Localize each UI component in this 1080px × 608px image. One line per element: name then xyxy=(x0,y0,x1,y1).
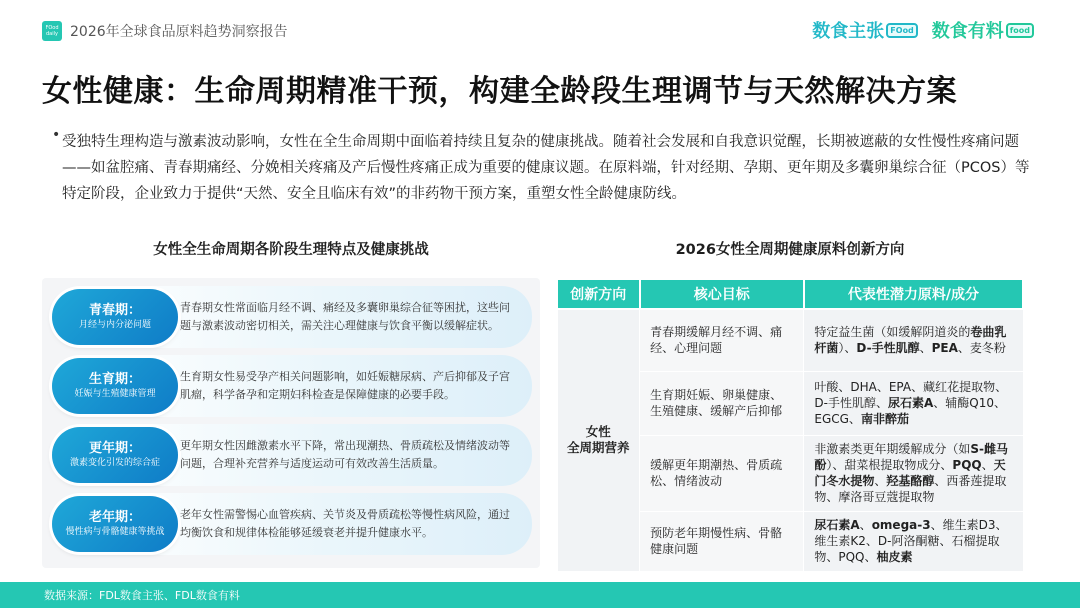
goal-cell: 缓解更年期潮热、骨质疏松、情绪波动 xyxy=(640,435,804,511)
ingredient-cell: 非激素类更年期缓解成分（如S-雌马酚）、甜菜根提取物成分、PQQ、天门冬水提物、羟基酪醇、西番莲提取物、摩洛哥豆蔻提取物 xyxy=(804,435,1023,511)
stage-subtitle: 慢性病与骨骼健康等挑战 xyxy=(65,527,165,537)
logo-shushi-zhuzhang xyxy=(812,17,918,43)
goal-cell: 生育期妊娠、卵巢健康、生殖健康、缓解产后抑郁 xyxy=(640,371,804,435)
stage-reproductive xyxy=(52,355,532,417)
logo-shushi-youliao xyxy=(932,17,1034,43)
stage-elderly xyxy=(52,493,532,555)
table-row xyxy=(557,309,1023,371)
stage-name: 青春期： xyxy=(88,303,141,318)
stage-subtitle: 月经与内分泌问题 xyxy=(78,320,151,330)
stage-menopause xyxy=(52,424,532,486)
footer-bar xyxy=(0,582,1080,608)
ingredient-cell: 叶酸、DHA、EPA、藏红花提取物、D-手性肌醇、尿石素A、辅酶Q10、EGCG、南非醉茄 xyxy=(804,371,1023,435)
intro-paragraph: 受独特生理构造与激素波动影响，女性在全生命周期中面临着持续且复杂的健康挑战。随着社会发展和自我意识觉醒，长期被遮蔽的女性慢性疼痛问题——如盆腔痛、青春期痛经、分娩相关疼痛及产后慢性疼痛正成为重要的健康议题。在原料端，针对经期、孕期、更年期及多囊卵巢综合征（PCOS）等特定阶段，企业致力于提供“天然、安全且临床有效”的非药物干预方案，重塑女性全龄健康防线。 xyxy=(62,134,1030,202)
stage-description: 老年女性需警惕心血管疾病、关节炎及骨质疏松等慢性病风险，通过均衡饮食和规律体检能够延缓衰老并提升健康水平。 xyxy=(180,508,510,539)
table-header-row xyxy=(557,279,1023,309)
stage-description: 更年期女性因雌激素水平下降，常出现潮热、骨质疏松及情绪波动等问题，合理补充营养与适度运动可有效改善生活质量。 xyxy=(180,439,510,470)
stage-subtitle: 妊娠与生殖健康管理 xyxy=(74,389,156,399)
stage-subtitle: 激素变化引发的综合症 xyxy=(69,458,160,468)
goal-cell: 预防老年期慢性病、骨骼健康问题 xyxy=(640,511,804,571)
direction-cell xyxy=(557,309,640,571)
partner-logos xyxy=(812,17,1034,43)
report-title: 2026年全球食品原料趋势洞察报告 xyxy=(70,24,288,40)
logo1-text: 数食主张 xyxy=(812,21,885,42)
stage-adolescence xyxy=(52,286,532,348)
direction-label: 女性 全周期营养 xyxy=(567,424,630,456)
ingredient-cell: 尿石素A、omega-3、维生素D3、维生素K2、D-阿洛酮糖、石榴提取物、PQQ、柚皮素 xyxy=(804,511,1023,571)
right-section-heading: 2026女性全周期健康原料创新方向 xyxy=(675,242,905,258)
stage-pill xyxy=(52,289,178,345)
stage-pill xyxy=(52,358,178,414)
stage-name: 老年期： xyxy=(88,510,141,525)
logo1-tag: FOod xyxy=(886,23,918,38)
bullet-dot: • xyxy=(52,127,61,143)
brand-logo-badge: FOod daily xyxy=(42,21,62,41)
stage-pill xyxy=(52,496,178,552)
data-source: 数据来源：FDL数食主张、FDL数食有料 xyxy=(44,589,240,602)
col-header-goal: 核心目标 xyxy=(640,279,804,309)
stage-description: 生育期女性易受孕产相关问题影响，如妊娠糖尿病、产后抑郁及子宫肌瘤，科学备孕和定期妇科检查是保障健康的必要手段。 xyxy=(180,370,510,401)
stage-name: 生育期： xyxy=(88,372,141,387)
stage-description: 青春期女性常面临月经不调、痛经及多囊卵巢综合征等困扰，这些问题与激素波动密切相关，需关注心理健康与饮食平衡以缓解症状。 xyxy=(180,301,510,332)
col-header-ingredients: 代表性潜力原料/成分 xyxy=(804,279,1023,309)
life-stage-panel xyxy=(42,278,540,568)
goal-cell: 青春期缓解月经不调、痛经、心理问题 xyxy=(640,309,804,371)
col-header-direction: 创新方向 xyxy=(557,279,640,309)
stage-name: 更年期： xyxy=(88,441,141,456)
ingredient-innovation-table xyxy=(556,278,1024,572)
page-title: 女性健康：生命周期精准干预，构建全龄段生理调节与天然解决方案 xyxy=(42,74,957,109)
ingredient-cell: 特定益生菌（如缓解阴道炎的卷曲乳杆菌）、D-手性肌醇、PEA、麦冬粉 xyxy=(804,309,1023,371)
logo2-tag: food xyxy=(1006,23,1034,38)
stage-pill xyxy=(52,427,178,483)
logo2-text: 数食有料 xyxy=(931,21,1004,42)
left-section-heading: 女性全生命周期各阶段生理特点及健康挑战 xyxy=(153,242,429,258)
top-bar xyxy=(0,0,1080,62)
